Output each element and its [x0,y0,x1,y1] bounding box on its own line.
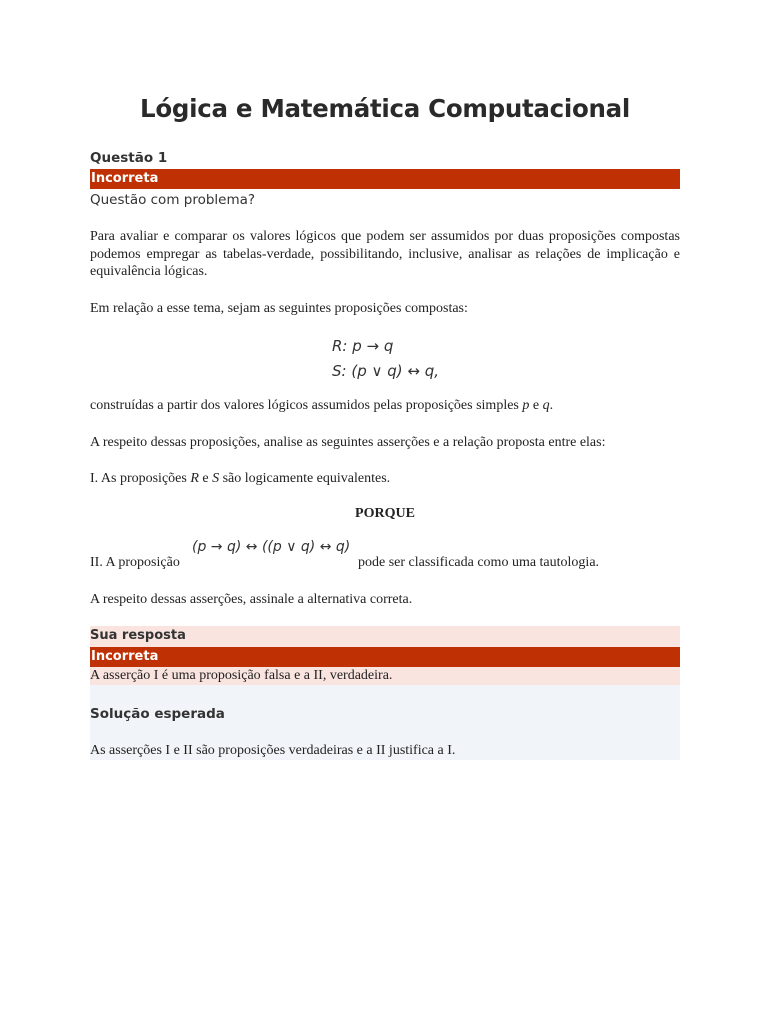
built-prefix: construídas a partir dos valores lógicos assumidos pelas proposições simples [90,398,523,413]
question-problem-link[interactable]: Questão com problema? [90,192,256,208]
answer-status-bar: Incorreta [90,647,680,667]
answer-header: Sua resposta [90,628,186,643]
analyze-text: A respeito dessas proposições, analise as seguintes asserções e a relação proposta entre elas: [90,435,606,450]
assertion-two-prefix: II. A proposição [90,555,180,570]
porque-label: PORQUE [355,506,415,521]
assertion-one-prefix: I. As proposições [90,471,191,486]
solution-text: As asserções I e II são proposições verdadeiras e a II justifica a I. [90,743,456,758]
assertion-one-and: e [198,471,213,486]
formula-r: R: p → q [332,337,394,355]
assertion-two-suffix: pode ser classificada como uma tautologia. [358,555,600,570]
formula-s: S: (p ∨ q) ↔ q, [332,362,439,380]
question-intro: Para avaliar e comparar os valores lógicos que podem ser assumidos por duas proposições compostas podemos empregar as tabelas-verdade, possibilitando, inclusive, analisar as relações de implicação e equivalência lógicas. [90,229,680,279]
question-relation: Em relação a esse tema, sejam as seguintes proposições compostas: [90,301,468,316]
assertion-one [90,470,680,488]
solution-header: Solução esperada [90,706,225,722]
built-end: . [549,398,554,413]
built-and: e [529,398,543,413]
assertion-one-suffix: são logicamente equivalentes. [219,471,391,486]
instruction-text: A respeito dessas asserções, assinale a alternativa correta. [90,592,413,607]
question-label: Questão 1 [90,150,168,166]
page-title: Lógica e Matemática Computacional [140,94,630,123]
var-q: q [542,398,550,413]
question-status-bar: Incorreta [90,169,680,189]
built-from-text [90,397,680,415]
answer-text: A asserção I é uma proposição falsa e a II, verdadeira. [90,668,393,683]
var-s: S [212,471,220,486]
var-p: p [522,398,530,413]
assertion-two-formula: (p → q) ↔ ((p ∨ q) ↔ q) [192,539,351,555]
var-r: R [190,471,199,486]
